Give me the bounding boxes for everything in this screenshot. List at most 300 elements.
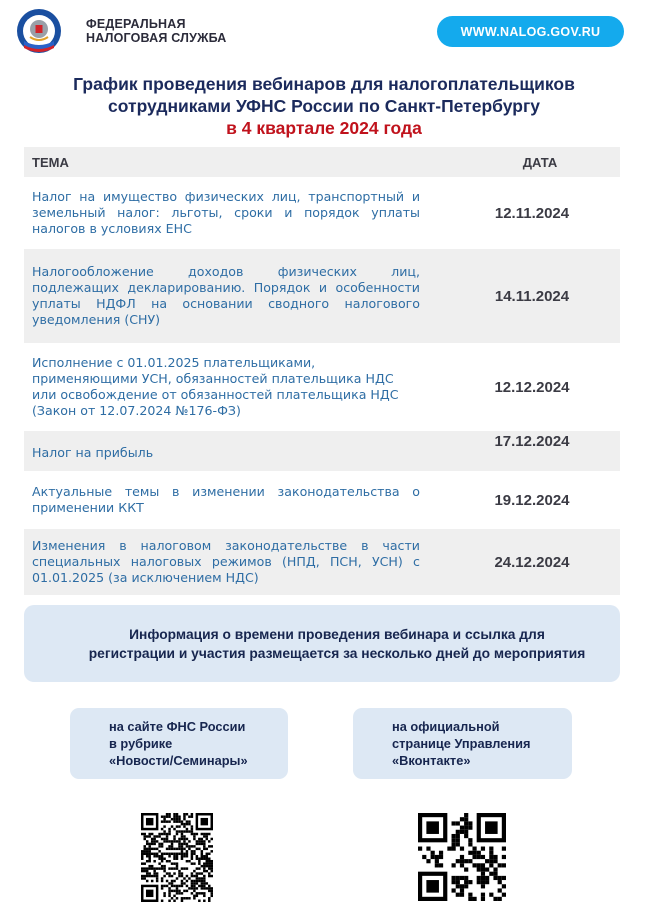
title-line1: График проведения вебинаров для налогоплательщиков [73,74,575,94]
qr-module [156,840,158,842]
qr-module [211,865,213,867]
qr-module [146,870,148,872]
qr-module [456,821,460,825]
qr-module [178,818,180,820]
qr-module [472,847,476,851]
qr-module [201,872,203,874]
qr-module [211,845,213,847]
qr-module [151,875,153,877]
qr-module [493,897,497,901]
qr-module [186,828,188,830]
qr-module [208,853,210,855]
qr-module [203,870,205,872]
qr-module [481,847,485,851]
qr-module [464,826,468,830]
row-topic: Налог на прибыль [32,445,154,460]
qr-module [196,882,198,884]
qr-module [148,848,150,850]
qr-module [181,843,183,845]
qr-module [186,845,188,847]
qr-module [148,855,150,857]
qr-module [196,843,198,845]
qr-code-icon[interactable] [141,813,213,902]
qr-module [151,833,153,835]
qr-module [163,840,165,842]
qr-module [178,853,180,855]
webinar-schedule-table [24,147,620,595]
qr-module [206,848,208,850]
qr-module [201,877,203,879]
qr-module [171,880,173,882]
qr-module [211,887,213,889]
qr-module [477,880,481,884]
qr-module [456,842,460,846]
qr-module [161,865,163,867]
qr-module [148,860,150,862]
qr-module [203,865,205,867]
qr-module [176,848,178,850]
qr-module [141,875,143,877]
table-row [24,249,620,343]
qr-module [171,867,173,869]
qr-module [211,895,213,897]
qr-module [435,863,439,867]
qr-module [176,867,178,869]
qr-finder-pattern [201,818,208,825]
qr-module [173,828,175,830]
qr-module [178,845,180,847]
qr-module [201,833,203,835]
qr-module [161,845,163,847]
qr-module [198,877,200,879]
source-line1: на сайте ФНС России [109,719,246,734]
qr-module [178,838,180,840]
qr-module [141,850,143,852]
qr-module [460,888,464,892]
qr-module [151,840,153,842]
qr-module [141,853,143,855]
qr-module [191,853,193,855]
qr-module [183,890,185,892]
qr-module [176,897,178,899]
source-line1: на официальной [392,719,500,734]
qr-module [146,855,148,857]
qr-module [186,897,188,899]
qr-module [493,876,497,880]
qr-module [163,870,165,872]
table-row [24,529,620,595]
qr-module [146,850,148,852]
qr-module [176,815,178,817]
info-panel [24,605,620,682]
qr-module [153,855,155,857]
qr-module [141,858,143,860]
qr-module [148,835,150,837]
qr-module [201,865,203,867]
qr-module [188,830,190,832]
qr-module [148,833,150,835]
qr-module [481,876,485,880]
qr-module [181,872,183,874]
qr-module [208,867,210,869]
qr-module [143,853,145,855]
qr-module [452,880,456,884]
qr-module [188,897,190,899]
qr-module [186,820,188,822]
row-date: 24.12.2024 [494,553,570,571]
qr-module [171,845,173,847]
qr-module [206,865,208,867]
qr-finder-pattern [146,890,153,897]
qr-module [196,848,198,850]
qr-module [464,859,468,863]
qr-module [163,867,165,869]
qr-module [211,850,213,852]
qr-module [161,820,163,822]
qr-module [188,823,190,825]
qr-module [208,885,210,887]
qr-module [161,887,163,889]
row-topic: Налог на имущество физических лиц, транспортный и земельный налог: льготы, сроки и порядок уплаты налогов в условиях ЕНС [32,189,420,236]
qr-module [171,818,173,820]
qr-module [141,862,143,864]
page-title [20,73,628,139]
fns-emblem-icon [16,8,72,54]
qr-finder-pattern [426,880,439,893]
qr-module [203,855,205,857]
qr-module [489,872,493,876]
qr-module [439,855,443,859]
qr-module [208,890,210,892]
qr-module [181,875,183,877]
qr-module [193,870,195,872]
qr-module [203,900,205,902]
qr-module [186,885,188,887]
qr-module [201,887,203,889]
qr-module [208,872,210,874]
qr-module [201,882,203,884]
qr-module [173,862,175,864]
qr-module [171,853,173,855]
qr-module [464,867,468,871]
qr-module [161,855,163,857]
qr-module [489,859,493,863]
qr-module [206,870,208,872]
qr-module [452,888,456,892]
qr-module [178,890,180,892]
qr-module [163,895,165,897]
qr-module [193,875,195,877]
qr-module [191,858,193,860]
qr-module [161,843,163,845]
qr-module [191,885,193,887]
qr-module [148,865,150,867]
qr-module [163,830,165,832]
qr-module [452,821,456,825]
qr-module [186,830,188,832]
qr-module [176,877,178,879]
qr-module [426,859,430,863]
qr-module [146,872,148,874]
qr-module [208,860,210,862]
qr-module [151,880,153,882]
qr-module [502,876,506,880]
qr-module [208,858,210,860]
qr-module [173,855,175,857]
table-header [24,147,620,177]
qr-module [148,845,150,847]
qr-module [456,884,460,888]
qr-module [198,880,200,882]
qr-module [183,835,185,837]
qr-module [173,818,175,820]
qr-module [196,880,198,882]
qr-module [143,867,145,869]
qr-module [198,862,200,864]
qr-module [178,892,180,894]
qr-module [178,885,180,887]
qr-module [166,835,168,837]
org-name-line2: НАЛОГОВАЯ СЛУЖБА [86,31,227,45]
qr-module [156,855,158,857]
qr-module [191,813,193,815]
qr-module [166,815,168,817]
qr-module [201,858,203,860]
qr-module [158,850,160,852]
qr-module [439,863,443,867]
qr-module [203,840,205,842]
qr-module [146,853,148,855]
table-row [24,471,620,529]
qr-module [435,859,439,863]
qr-module [181,830,183,832]
qr-module [171,843,173,845]
qr-module [168,840,170,842]
qr-module [201,853,203,855]
qr-module [431,851,435,855]
qr-module [208,845,210,847]
qr-module [468,838,472,842]
qr-module [171,890,173,892]
qr-module [196,858,198,860]
qr-module [153,872,155,874]
qr-module [206,862,208,864]
qr-module [161,828,163,830]
qr-module [464,813,468,817]
qr-module [485,867,489,871]
qr-module [141,870,143,872]
qr-module [456,880,460,884]
website-link-button[interactable]: WWW.NALOG.GOV.RU [437,16,624,47]
qr-module [146,843,148,845]
source-box-vkontakte [353,708,572,779]
qr-module [173,890,175,892]
qr-module [161,877,163,879]
qr-module [183,867,185,869]
qr-module [481,855,485,859]
qr-module [464,830,468,834]
qr-module [176,858,178,860]
qr-module [198,858,200,860]
qr-module [472,863,476,867]
qr-module [193,885,195,887]
qr-module [173,885,175,887]
row-topic: Исполнение с 01.01.2025 плательщиками, применяющими УСН, обязанностей плательщика НДС или освобождение от обязанностей плательщика НДС (Закон от 12.07.2024 №176-ФЗ) [32,355,399,418]
qr-module [196,887,198,889]
qr-module [153,860,155,862]
qr-module [191,882,193,884]
qr-module [153,843,155,845]
qr-module [176,885,178,887]
qr-module [481,867,485,871]
qr-module [460,859,464,863]
qr-module [161,867,163,869]
qr-module [143,848,145,850]
qr-module [203,867,205,869]
qr-module [163,858,165,860]
qr-module [173,853,175,855]
qr-module [188,840,190,842]
organization-name [86,17,227,45]
qr-module [168,853,170,855]
qr-module [176,825,178,827]
org-name-line1: ФЕДЕРАЛЬНАЯ [86,17,186,31]
qr-module [203,858,205,860]
qr-module [460,876,464,880]
qr-module [151,848,153,850]
qr-module [206,838,208,840]
qr-module [168,848,170,850]
qr-module [502,855,506,859]
qr-module [163,875,165,877]
qr-module [191,862,193,864]
qr-module [203,877,205,879]
qr-module [203,882,205,884]
qr-module [191,880,193,882]
qr-module [163,818,165,820]
qr-module [186,853,188,855]
row-date: 19.12.2024 [494,491,570,509]
qr-module [502,863,506,867]
qr-module [211,867,213,869]
qr-module [203,880,205,882]
qr-module [151,867,153,869]
qr-module [163,853,165,855]
qr-module [477,851,481,855]
qr-module [426,847,430,851]
qr-module [146,840,148,842]
qr-module [143,835,145,837]
qr-module [181,867,183,869]
qr-module [168,895,170,897]
qr-module [481,893,485,897]
qr-module [158,845,160,847]
qr-module [481,863,485,867]
qr-module [193,895,195,897]
qr-code-icon[interactable] [418,813,506,901]
qr-module [211,890,213,892]
qr-module [196,855,198,857]
qr-module [156,867,158,869]
qr-module [188,820,190,822]
qr-module [171,885,173,887]
qr-module [464,876,468,880]
qr-module [203,892,205,894]
qr-module [468,826,472,830]
qr-module [456,859,460,863]
qr-module [161,815,163,817]
qr-module [168,872,170,874]
qr-module [181,823,183,825]
qr-module [183,818,185,820]
qr-module [181,900,183,902]
qr-module [485,859,489,863]
row-topic: Налогообложение доходов физических лиц, подлежащих декларированию. Порядок и особенности уплаты НДФЛ на основании сводного налогового уведомления (СНУ) [32,264,420,327]
qr-module [193,850,195,852]
qr-module [201,843,203,845]
qr-module [178,820,180,822]
title-line3 [20,117,628,139]
qr-module [208,840,210,842]
qr-module [477,867,481,871]
qr-module [489,893,493,897]
qr-module [447,847,451,851]
qr-module [460,847,464,851]
qr-module [198,860,200,862]
qr-module [481,897,485,901]
qr-module [146,860,148,862]
qr-module [168,820,170,822]
qr-module [431,855,435,859]
qr-module [176,887,178,889]
qr-module [183,855,185,857]
qr-module [186,880,188,882]
qr-module [178,872,180,874]
qr-module [418,847,422,851]
qr-module [208,862,210,864]
qr-module [206,858,208,860]
qr-module [193,880,195,882]
qr-module [211,870,213,872]
qr-module [148,858,150,860]
qr-module [186,813,188,815]
qr-module [452,863,456,867]
qr-module [181,882,183,884]
qr-module [198,872,200,874]
qr-module [196,877,198,879]
qr-module [158,855,160,857]
qr-module [477,855,481,859]
qr-module [191,892,193,894]
source-line2: странице Управления [392,736,531,751]
qr-module [191,872,193,874]
qr-module [153,848,155,850]
row-topic: Изменения в налоговом законодательстве в части специальных налоговых режимов (НПД, ПСН, УСН) с 01.01.2025 (за исключением НДС) [32,538,420,585]
qr-module [481,872,485,876]
qr-module [485,880,489,884]
qr-module [161,880,163,882]
qr-module [176,840,178,842]
qr-module [489,847,493,851]
qr-module [173,858,175,860]
qr-module [186,890,188,892]
qr-module [472,855,476,859]
qr-module [208,865,210,867]
qr-module [191,828,193,830]
qr-module [188,877,190,879]
qr-module [181,885,183,887]
qr-module [181,848,183,850]
